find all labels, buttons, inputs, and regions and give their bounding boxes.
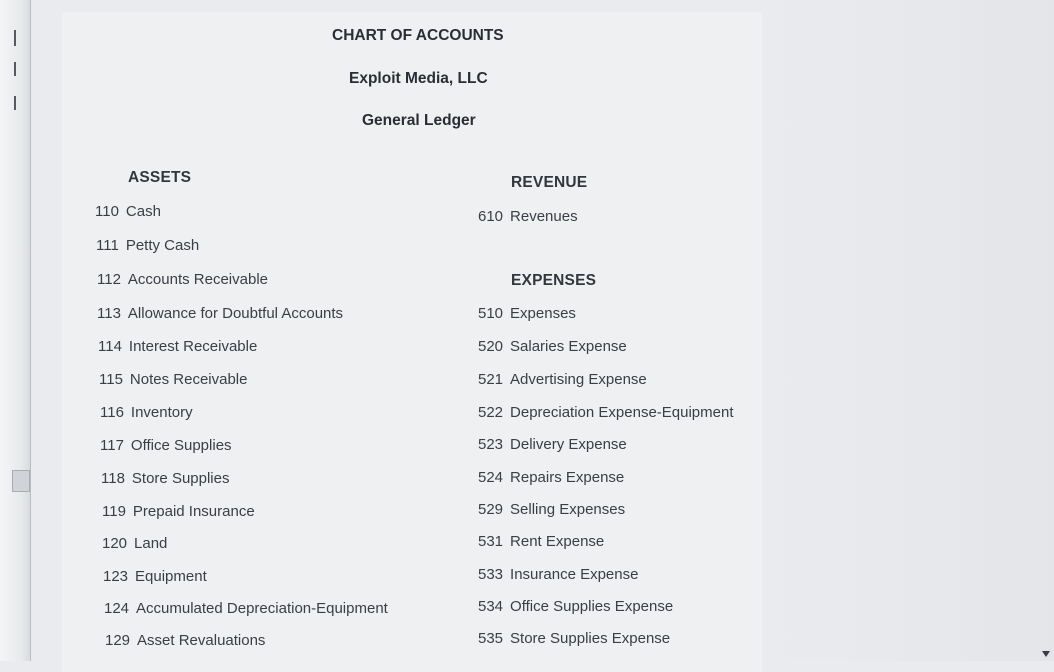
account-name: Interest Receivable [128,338,258,355]
company-name: Exploit Media, LLC [349,70,488,87]
account-row [478,208,578,225]
account-number: 120 [102,535,128,552]
account-name: Office Supplies Expense [510,598,674,615]
account-number: 118 [101,470,125,487]
account-name: Store Supplies Expense [510,630,671,647]
account-number: 520 [478,338,504,355]
account-row [478,630,670,647]
account-row [478,501,625,518]
account-row [97,305,343,322]
account-name: Prepaid Insurance [132,503,255,520]
account-row [97,271,268,288]
account-number: 535 [478,630,504,647]
account-name: Petty Cash [125,237,200,254]
account-row [478,436,627,453]
account-number: 522 [478,404,504,421]
document-title: CHART OF ACCOUNTS [332,27,504,44]
account-name: Accumulated Depreciation-Equipment [136,600,388,617]
margin-tick-mark [14,96,16,110]
account-row [478,305,576,322]
account-number: 610 [478,208,504,225]
account-number: 111 [96,237,119,254]
account-number: 117 [100,437,124,454]
account-number: 510 [478,305,504,322]
ledger-title: General Ledger [362,112,476,129]
account-row [101,470,229,487]
account-row [95,203,161,220]
account-number: 123 [103,568,129,585]
margin-tick-mark [14,30,16,46]
account-row [478,338,627,355]
account-name: Advertising Expense [510,371,647,388]
account-name: Salaries Expense [510,338,627,355]
account-name: Cash [125,203,161,220]
account-name: Inventory [130,404,193,421]
account-row [478,566,638,583]
account-row [103,568,207,585]
account-name: Land [134,535,168,552]
account-row [102,535,167,552]
account-row [478,404,734,421]
account-number: 114 [98,338,122,355]
account-number: 110 [95,203,119,220]
account-name: Depreciation Expense-Equipment [510,404,734,421]
account-name: Equipment [135,568,207,585]
assets-heading: ASSETS [128,169,192,186]
account-row [478,598,673,615]
account-number: 119 [102,503,126,520]
account-row [102,503,255,520]
scroll-handle[interactable] [12,470,30,492]
account-row [100,437,232,454]
account-number: 533 [478,566,504,583]
account-name: Allowance for Doubtful Accounts [127,305,344,322]
account-number: 521 [478,371,504,388]
margin-tick-mark [14,62,16,76]
account-row [96,237,199,254]
account-row [478,371,647,388]
account-number: 113 [97,305,121,322]
account-number: 531 [478,533,504,550]
account-row [98,338,257,355]
account-name: Accounts Receivable [127,271,268,288]
account-name: Selling Expenses [510,501,626,518]
account-number: 523 [478,436,504,453]
account-name: Rent Expense [510,533,605,550]
account-name: Repairs Expense [510,469,625,486]
expenses-heading: EXPENSES [511,272,597,289]
account-name: Store Supplies [131,470,230,487]
account-name: Delivery Expense [510,436,627,453]
account-name: Notes Receivable [129,371,248,388]
account-number: 116 [100,404,124,421]
account-number: 115 [99,371,123,388]
account-number: 529 [478,501,504,518]
account-number: 534 [478,598,504,615]
account-name: Asset Revaluations [137,632,266,649]
account-row [100,404,193,421]
account-row [478,469,624,486]
account-row [105,632,265,649]
account-row [99,371,247,388]
account-number: 112 [97,271,121,288]
account-number: 129 [105,632,131,649]
account-name: Revenues [510,208,578,225]
account-name: Insurance Expense [510,566,639,583]
account-number: 124 [104,600,130,617]
account-row [478,533,604,550]
right-background [764,0,1054,661]
account-name: Office Supplies [130,437,232,454]
account-name: Expenses [510,305,576,322]
account-number: 524 [478,469,504,486]
scroll-down-arrow-icon[interactable] [1042,651,1050,657]
revenue-heading: REVENUE [511,174,588,191]
account-row [104,600,388,617]
